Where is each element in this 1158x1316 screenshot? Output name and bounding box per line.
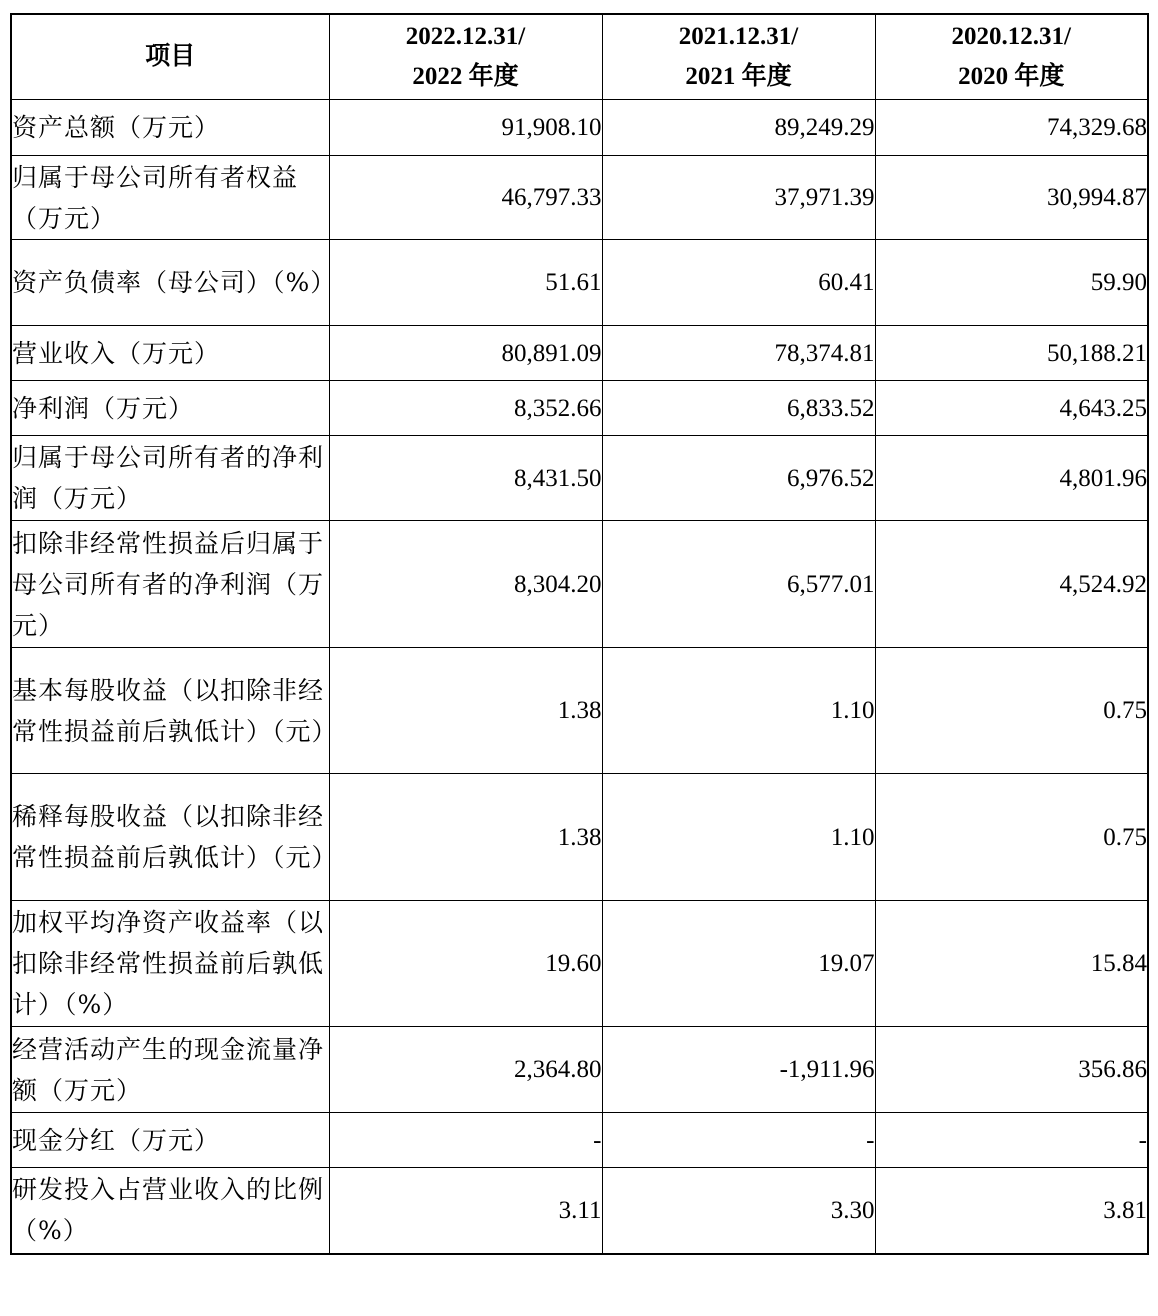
cell-2022: 8,352.66 [329,381,602,436]
cell-2022: 2,364.80 [329,1027,602,1113]
cell-2022: 1.38 [329,774,602,901]
cell-2022: 91,908.10 [329,100,602,156]
row-label: 现金分红（万元） [11,1113,329,1168]
table-row [11,240,1148,326]
cell-2020: 0.75 [875,648,1148,774]
row-label: 基本每股收益（以扣除非经常性损益前后孰低计）（元） [11,648,329,774]
cell-2020: 4,801.96 [875,436,1148,521]
table-row [11,1168,1148,1254]
header-row [11,14,1148,100]
cell-2021: 6,577.01 [602,521,875,648]
financial-data-table [10,13,1149,1255]
row-label: 资产负债率（母公司）（%） [11,240,329,326]
cell-2021: 37,971.39 [602,156,875,240]
cell-2022: - [329,1113,602,1168]
cell-2021: 19.07 [602,901,875,1027]
cell-2020: 4,643.25 [875,381,1148,436]
header-2021-year: 2021 年度 [685,63,792,90]
header-2022-date: 2022.12.31/ [405,23,526,50]
header-item-label: 项目 [145,43,196,70]
row-label: 资产总额（万元） [11,100,329,156]
row-label: 归属于母公司所有者权益（万元） [11,156,329,240]
cell-2020: 50,188.21 [875,326,1148,381]
header-2021-date: 2021.12.31/ [678,23,799,50]
cell-2020: 4,524.92 [875,521,1148,648]
cell-2021: 3.30 [602,1168,875,1254]
table-row [11,326,1148,381]
cell-2020: - [875,1113,1148,1168]
header-2022-year: 2022 年度 [412,63,519,90]
header-2022 [329,14,602,100]
header-2020-date: 2020.12.31/ [951,23,1071,50]
header-2021 [602,14,875,100]
cell-2021: 78,374.81 [602,326,875,381]
row-label: 稀释每股收益（以扣除非经常性损益前后孰低计）（元） [11,774,329,901]
cell-2020: 0.75 [875,774,1148,901]
row-label: 扣除非经常性损益后归属于母公司所有者的净利润（万元） [11,521,329,648]
table-row [11,100,1148,156]
table-row [11,521,1148,648]
cell-2022: 80,891.09 [329,326,602,381]
row-label: 研发投入占营业收入的比例（%） [11,1168,329,1254]
header-2020 [875,14,1148,100]
cell-2021: - [602,1113,875,1168]
cell-2022: 8,304.20 [329,521,602,648]
table-row [11,901,1148,1027]
cell-2021: -1,911.96 [602,1027,875,1113]
table-row [11,1113,1148,1168]
cell-2020: 15.84 [875,901,1148,1027]
cell-2022: 51.61 [329,240,602,326]
table-row [11,381,1148,436]
cell-2022: 19.60 [329,901,602,1027]
row-label: 加权平均净资产收益率（以扣除非经常性损益前后孰低计）（%） [11,901,329,1027]
cell-2022: 1.38 [329,648,602,774]
cell-2021: 1.10 [602,774,875,901]
cell-2020: 59.90 [875,240,1148,326]
cell-2020: 74,329.68 [875,100,1148,156]
row-label: 净利润（万元） [11,381,329,436]
cell-2020: 3.81 [875,1168,1148,1254]
row-label: 营业收入（万元） [11,326,329,381]
cell-2021: 89,249.29 [602,100,875,156]
header-2020-year: 2020 年度 [958,63,1065,90]
table-row [11,156,1148,240]
table-row [11,436,1148,521]
row-label: 经营活动产生的现金流量净额（万元） [11,1027,329,1113]
header-item [11,14,329,100]
cell-2021: 6,976.52 [602,436,875,521]
table-row [11,648,1148,774]
cell-2021: 60.41 [602,240,875,326]
row-label: 归属于母公司所有者的净利润（万元） [11,436,329,521]
table-row [11,1027,1148,1113]
cell-2021: 1.10 [602,648,875,774]
cell-2021: 6,833.52 [602,381,875,436]
cell-2020: 30,994.87 [875,156,1148,240]
cell-2020: 356.86 [875,1027,1148,1113]
table-row [11,774,1148,901]
cell-2022: 8,431.50 [329,436,602,521]
cell-2022: 46,797.33 [329,156,602,240]
cell-2022: 3.11 [329,1168,602,1254]
